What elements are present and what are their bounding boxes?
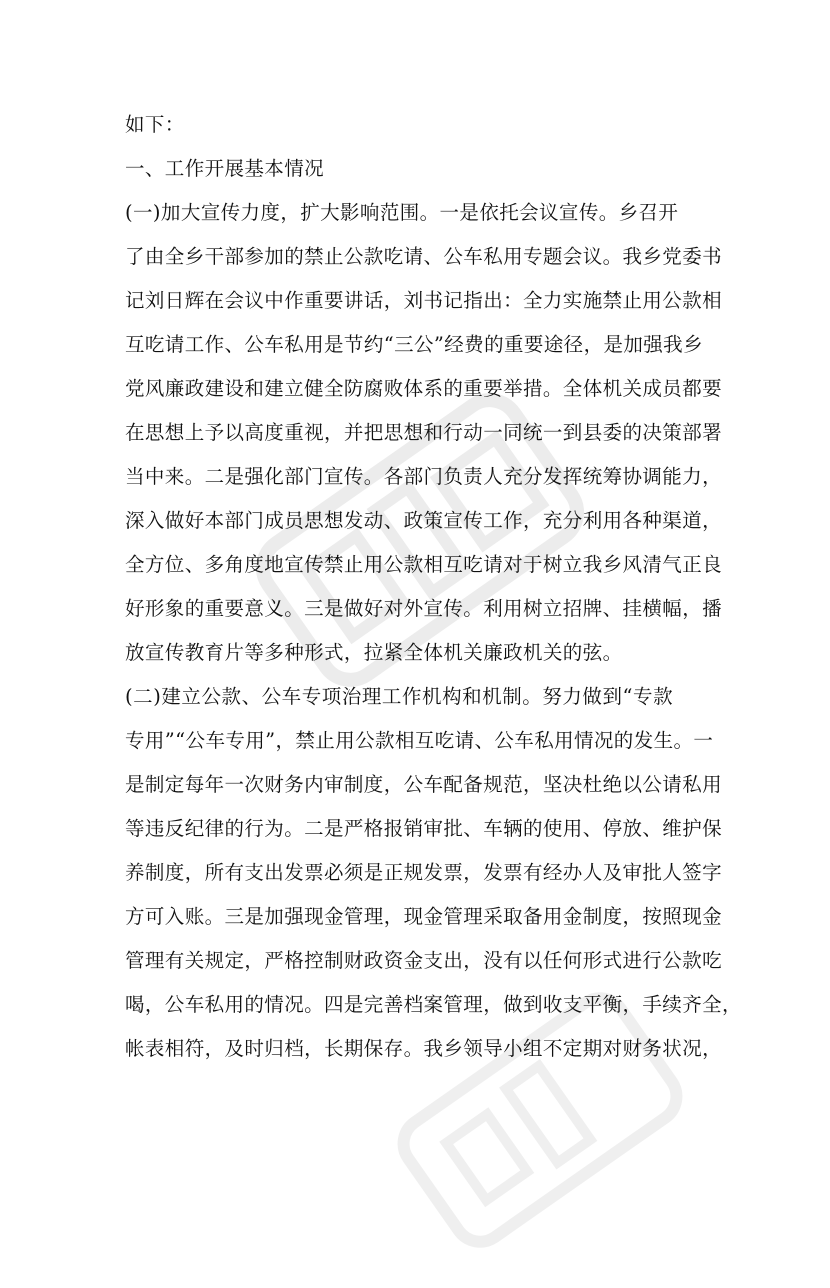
text-line: 管理有关规定，严格控制财政资金支出，没有以任何形式进行公款吃 [125, 949, 723, 972]
text-line: 深入做好本部门成员思想发动、政策宣传工作，充分利用各种渠道， [125, 509, 723, 532]
text-line: 党风廉政建设和建立健全防腐败体系的重要举措。全体机关成员都要 [125, 377, 723, 400]
text-line: 如下： [125, 113, 185, 136]
text-line: 好形象的重要意义。三是做好对外宣传。利用树立招牌、挂横幅，播 [125, 597, 723, 620]
subsection-heading: (二)建立公款、公车专项治理工作机构和机制。努力做到“专款 [125, 685, 673, 708]
text-line: 互吃请工作、公车私用是节约“三公”经费的重要途径，是加强我乡 [125, 333, 703, 356]
text-line: 在思想上予以高度重视，并把思想和行动一同统一到县委的决策部署 [125, 421, 723, 444]
text-line: 了由全乡干部参加的禁止公款吃请、公车私用专题会议。我乡党委书 [125, 245, 723, 268]
section-heading: 一、工作开展基本情况 [125, 157, 325, 180]
text-line: 放宣传教育片等多种形式，拉紧全体机关廉政机关的弦。 [125, 641, 623, 664]
text-line: 专用”“公车专用”，禁止用公款相互吃请、公车私用情况的发生。一 [125, 729, 714, 752]
text-line: 等违反纪律的行为。二是严格报销审批、车辆的使用、停放、维护保 [125, 817, 723, 840]
text-line: 养制度，所有支出发票必须是正规发票，发票有经办人及审批人签字 [125, 861, 723, 884]
watermark-logo [218, 352, 623, 727]
text-line: 方可入账。三是加强现金管理，现金管理采取备用金制度，按照现金 [125, 905, 723, 928]
text-line: 是制定每年一次财务内审制度，公车配备规范，坚决杜绝以公请私用 [125, 773, 723, 796]
text-line: 帐表相符，及时归档，长期保存。我乡领导小组不定期对财务状况， [125, 1037, 723, 1060]
text-line: 记刘日辉在会议中作重要讲话，刘书记指出：全力实施禁止用公款相 [125, 289, 723, 312]
text-line: 全方位、多角度地宣传禁止用公款相互吃请对于树立我乡风清气正良 [125, 553, 723, 576]
subsection-heading: (一)加大宣传力度，扩大影响范围。一是依托会议宣传。乡召开 [125, 201, 679, 224]
text-line: 当中来。二是强化部门宣传。各部门负责人充分发挥统筹协调能力， [125, 465, 723, 488]
text-line: 喝，公车私用的情况。四是完善档案管理，做到收支平衡，手续齐全， [125, 993, 742, 1016]
